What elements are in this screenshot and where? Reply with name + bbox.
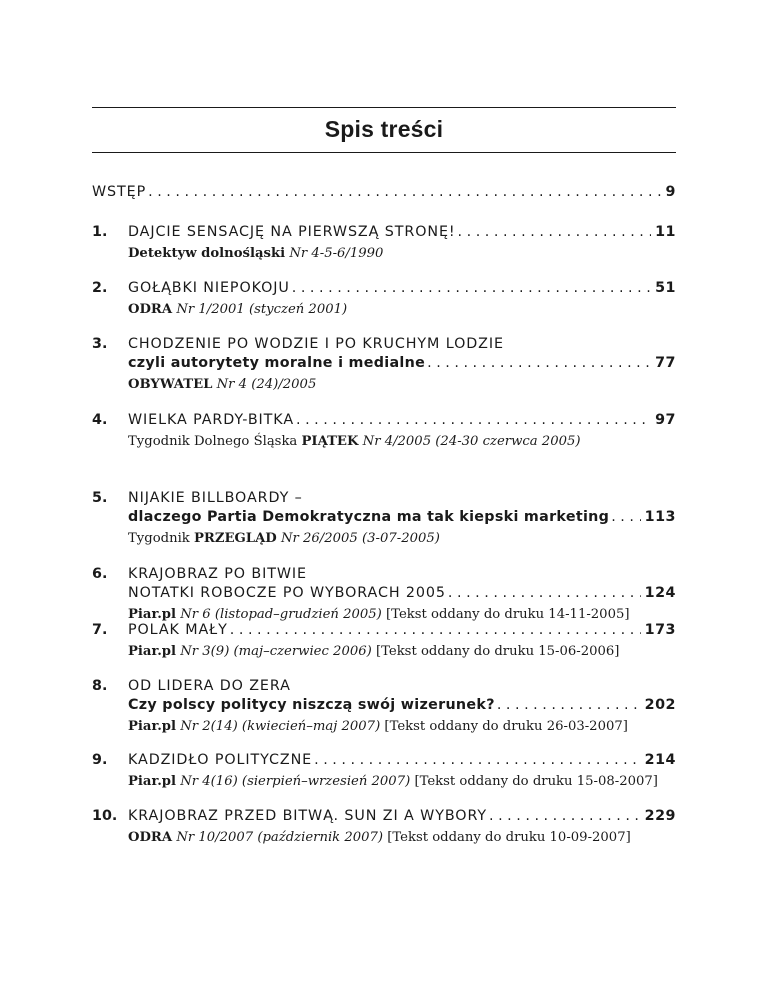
source-publication: PRZEGLĄD	[193, 531, 277, 546]
source-publication: ODRA	[128, 302, 173, 317]
source-citation	[92, 719, 676, 734]
entry-number: 1.	[92, 224, 108, 240]
leader-dots	[292, 280, 651, 296]
source-note: [Tekst oddany do druku 15-08-2007]	[414, 774, 658, 789]
entry-title: WSTĘP	[92, 184, 147, 200]
entry-subtitle: NOTATKI ROBOCZE PO WYBORACH 2005	[128, 585, 446, 601]
entry-title: GOŁĄBKI NIEPOKOJU	[128, 280, 290, 296]
toc-line	[92, 697, 676, 716]
entry-title: POLAK MAŁY	[128, 622, 228, 638]
source-publication: PIĄTEK	[301, 434, 359, 449]
source-citation	[92, 644, 676, 659]
page-number: 9	[665, 184, 676, 200]
top-rule	[92, 107, 676, 108]
source-publication: Piar.pl	[128, 774, 177, 789]
source-publication: ODRA	[128, 830, 173, 845]
toc-line	[92, 808, 676, 827]
toc-line	[92, 490, 676, 509]
source-citation	[92, 377, 676, 392]
toc-line	[92, 566, 676, 585]
page-number: 214	[644, 752, 676, 768]
entry-number: 7.	[92, 622, 108, 638]
source-prefix: Tygodnik Dolnego Śląska	[128, 434, 298, 449]
source-citation	[92, 302, 676, 317]
source-publication: Piar.pl	[128, 607, 177, 622]
toc-line	[92, 509, 676, 528]
toc-line	[92, 752, 676, 771]
toc-line	[92, 336, 676, 355]
page-number: 173	[644, 622, 676, 638]
source-note: [Tekst oddany do druku 14-11-2005]	[386, 607, 630, 622]
entry-title: CHODZENIE PO WODZIE I PO KRUCHYM LODZIE	[128, 336, 504, 352]
leader-dots	[458, 224, 652, 240]
source-issue: Nr 4/2005 (24-30 czerwca 2005)	[362, 434, 581, 449]
toc-entry[interactable]	[92, 752, 676, 789]
entry-number: 6.	[92, 566, 108, 582]
source-citation	[92, 531, 676, 546]
toc-line	[92, 412, 676, 431]
entry-number: 8.	[92, 678, 108, 694]
page-number: 229	[644, 808, 676, 824]
leader-dots	[230, 622, 641, 638]
entry-subtitle: czyli autorytety moralne i medialne	[128, 355, 426, 371]
page-number: 113	[644, 509, 676, 525]
source-issue: Nr 10/2007 (październik 2007)	[176, 830, 384, 845]
entry-title: DAJCIE SENSACJĘ NA PIERWSZĄ STRONĘ!	[128, 224, 456, 240]
toc-entry[interactable]	[92, 490, 676, 546]
source-issue: Nr 3(9) (maj–czerwiec 2006)	[180, 644, 372, 659]
source-publication: Piar.pl	[128, 644, 177, 659]
source-note: [Tekst oddany do druku 26-03-2007]	[384, 719, 628, 734]
source-prefix: Tygodnik	[128, 531, 190, 546]
toc-line	[92, 224, 676, 243]
source-note: [Tekst oddany do druku 10-09-2007]	[387, 830, 631, 845]
toc-entry[interactable]	[92, 412, 676, 449]
entry-title: WIELKA PARDY-BITKA	[128, 412, 294, 428]
source-citation	[92, 607, 676, 622]
entry-subtitle: dlaczego Partia Demokratyczna ma tak kiepski marketing	[128, 509, 610, 525]
page-number: 202	[644, 697, 676, 713]
title-rule	[92, 152, 676, 153]
toc-line	[92, 184, 676, 203]
page-number: 11	[655, 224, 676, 240]
source-citation	[92, 774, 676, 789]
page-number: 97	[655, 412, 676, 428]
toc-line	[92, 622, 676, 641]
source-citation	[92, 830, 676, 845]
page-title: Spis treści	[324, 116, 444, 142]
source-issue: Nr 2(14) (kwiecień–maj 2007)	[180, 719, 381, 734]
toc-entry[interactable]	[92, 808, 676, 845]
entry-number: 3.	[92, 336, 108, 352]
page-number: 124	[644, 585, 676, 601]
entry-title: KRAJOBRAZ PRZED BITWĄ. SUN ZI A WYBORY	[128, 808, 487, 824]
entry-number: 5.	[92, 490, 108, 506]
toc-line	[92, 585, 676, 604]
source-publication: Detektyw dolnośląski	[128, 246, 286, 261]
entry-number: 10.	[92, 808, 118, 824]
entry-number: 2.	[92, 280, 108, 296]
toc-line	[92, 355, 676, 374]
source-issue: Nr 4(16) (sierpień–wrzesień 2007)	[180, 774, 411, 789]
leader-dots	[314, 752, 641, 768]
page-number: 77	[655, 355, 676, 371]
source-publication: Piar.pl	[128, 719, 177, 734]
toc-line	[92, 678, 676, 697]
toc-entry[interactable]	[92, 566, 676, 622]
toc-line	[92, 280, 676, 299]
source-issue: Nr 4 (24)/2005	[216, 377, 317, 392]
toc-entry[interactable]	[92, 336, 676, 392]
toc-entry[interactable]	[92, 622, 676, 659]
source-issue: Nr 26/2005 (3-07-2005)	[280, 531, 440, 546]
toc-entry[interactable]	[92, 280, 676, 317]
source-citation	[92, 434, 676, 449]
entry-number: 9.	[92, 752, 108, 768]
entry-title: OD LIDERA DO ZERA	[128, 678, 291, 694]
entry-title: KRAJOBRAZ PO BITWIE	[128, 566, 307, 582]
source-issue: Nr 1/2001 (styczeń 2001)	[176, 302, 348, 317]
leader-dots	[448, 585, 641, 601]
toc-entry[interactable]	[92, 224, 676, 261]
source-issue: Nr 4-5-6/1990	[289, 246, 384, 261]
toc-entry[interactable]	[92, 678, 676, 734]
leader-dots	[489, 808, 641, 824]
source-citation	[92, 246, 676, 261]
page-number: 51	[655, 280, 676, 296]
source-issue: Nr 6 (listopad–grudzień 2005)	[180, 607, 382, 622]
source-note: [Tekst oddany do druku 15-06-2006]	[375, 644, 620, 659]
leader-dots	[427, 355, 651, 371]
leader-dots	[497, 697, 641, 713]
leader-dots	[148, 184, 661, 200]
entry-title: KADZIDŁO POLITYCZNE	[128, 752, 313, 768]
leader-dots	[296, 412, 651, 428]
entry-number: 4.	[92, 412, 108, 428]
entry-subtitle: Czy polscy politycy niszczą swój wizerunek?	[128, 697, 495, 713]
source-publication: OBYWATEL	[128, 377, 213, 392]
toc-entry-intro[interactable]	[92, 184, 676, 203]
entry-title: NIJAKIE BILLBOARDY –	[128, 490, 303, 506]
leader-dots	[611, 509, 640, 525]
